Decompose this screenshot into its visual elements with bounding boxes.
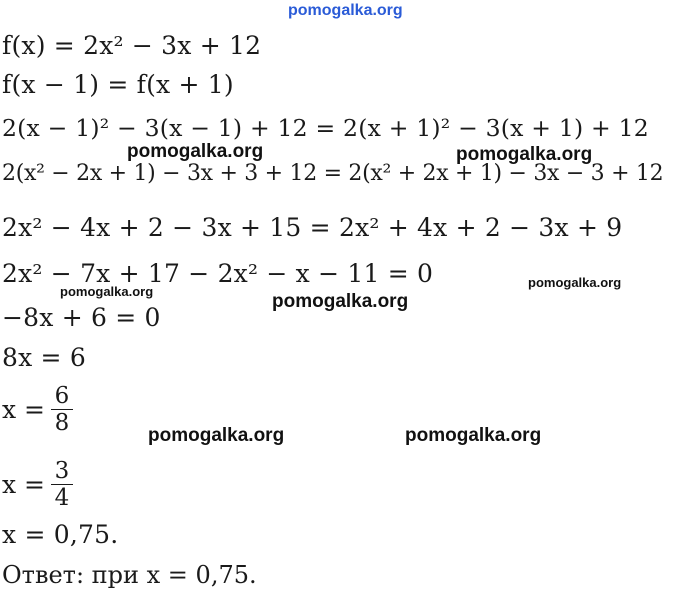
watermark-7: pomogalka.org — [405, 425, 542, 446]
top-watermark: pomogalka.org — [288, 2, 403, 19]
fraction-line-1 — [2, 384, 73, 435]
fraction-1-lhs: x = — [2, 395, 45, 425]
solution-line-4: 2(x² − 2x + 1) − 3x + 3 + 12 = 2(x² + 2x + 1) − 3x − 3 + 12 — [2, 161, 664, 186]
watermark-3: pomogalka.org — [60, 284, 154, 299]
solution-line-7: −8x + 6 = 0 — [2, 303, 161, 332]
solution-line-6: 2x² − 7x + 17 − 2x² − x − 11 = 0 — [2, 259, 434, 288]
fraction-1 — [51, 384, 73, 435]
solution-line-9: x = 0,75. — [2, 520, 119, 549]
solution-line-1: f(x) = 2x² − 3x + 12 — [2, 31, 262, 60]
watermark-6: pomogalka.org — [148, 425, 285, 446]
fraction-1-numerator: 6 — [54, 383, 70, 409]
fraction-2 — [51, 459, 73, 510]
solution-line-5: 2x² − 4x + 2 − 3x + 15 = 2x² + 4x + 2 − 3x + 9 — [2, 213, 623, 242]
watermark-5: pomogalka.org — [528, 275, 622, 290]
solution-line-3: 2(x − 1)² − 3(x − 1) + 12 = 2(x + 1)² − 3(x + 1) + 12 — [2, 114, 649, 142]
solution-line-8: 8x = 6 — [2, 343, 86, 372]
watermark-4: pomogalka.org — [272, 291, 409, 312]
fraction-2-numerator: 3 — [54, 458, 70, 484]
solution-line-2: f(x − 1) = f(x + 1) — [2, 70, 234, 99]
watermark-2: pomogalka.org — [456, 144, 593, 165]
answer-line: Ответ: при x = 0,75. — [2, 561, 257, 589]
fraction-2-denominator: 4 — [54, 485, 70, 512]
fraction-line-2 — [2, 459, 73, 510]
watermark-1: pomogalka.org — [127, 141, 264, 162]
fraction-2-lhs: x = — [2, 470, 45, 500]
fraction-1-denominator: 8 — [54, 410, 70, 437]
